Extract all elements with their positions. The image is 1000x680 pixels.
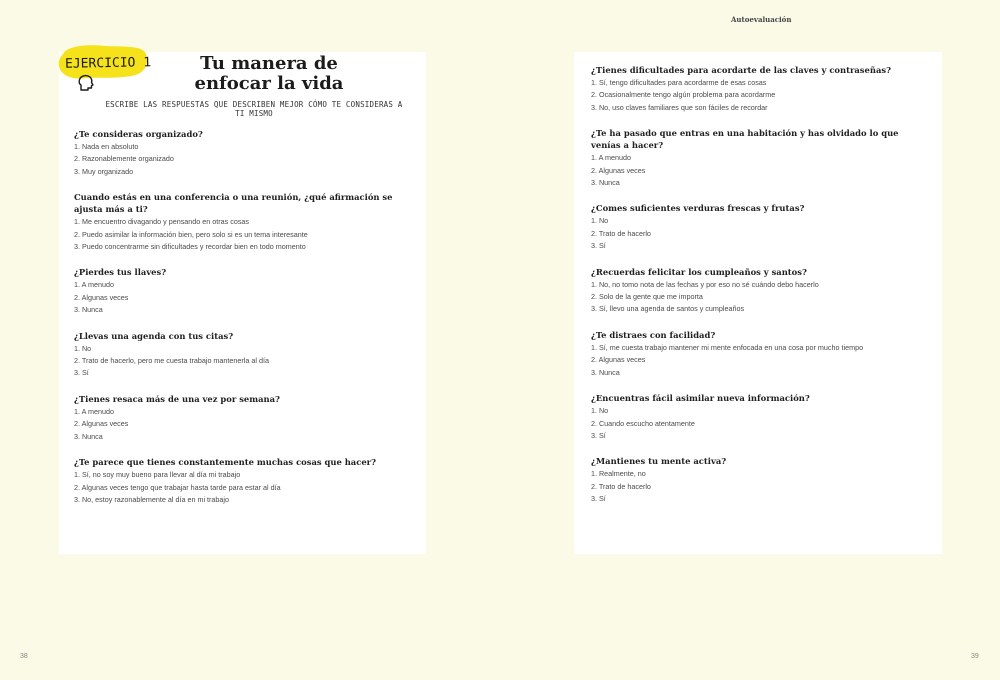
answer-option: 3. Sí — [591, 241, 606, 251]
exercise-instruction: ESCRIBE LAS RESPUESTAS QUE DESCRIBEN MEJOR CÓMO TE CONSIDERAS A TI MISMO — [105, 100, 403, 118]
answer-option: 3. Sí — [591, 494, 606, 504]
answer-option: 1. No — [74, 343, 92, 353]
question-block — [591, 202, 942, 252]
question-block — [591, 266, 942, 316]
answer-option: 1. Sí, tengo dificultades para acordarme de esas cosas — [591, 78, 767, 87]
question-text: ¿Tienes resaca más de una vez por semana? — [74, 393, 280, 404]
right-page-panel — [574, 52, 942, 554]
badge-label: EJERCICIO 1 — [64, 55, 152, 72]
question-text: ¿Tienes dificultades para acordarte de las claves y contraseñas? — [591, 65, 891, 75]
right-question-list — [591, 64, 942, 506]
answer-option: 2. Trato de hacerlo — [591, 228, 651, 238]
answer-option: 2. Algunas veces — [591, 355, 646, 365]
question-text: ¿Mantienes tu mente activa? — [591, 456, 727, 467]
answer-option: 2. Algunas veces — [74, 419, 129, 429]
question-text: Cuando estás en una conferencia o una reunión, ¿qué afirmación se ajusta más a ti? — [74, 192, 393, 215]
question-block — [591, 329, 942, 379]
answer-option: 2. Trato de hacerlo — [591, 481, 651, 491]
answer-option: 3. No, estoy razonablemente al día en mi trabajo — [74, 494, 230, 504]
question-text: ¿Comes suficientes verduras frescas y frutas? — [591, 203, 805, 214]
answer-option: 1. A menudo — [74, 406, 114, 416]
answer-option: 2. Razonablemente organizado — [74, 154, 174, 164]
question-text: ¿Te parece que tienes constantemente muchas cosas que hacer? — [74, 457, 376, 468]
answer-option: 1. Sí, me cuesta trabajo mantener mi mente enfocada en una cosa por mucho tiempo — [591, 342, 864, 352]
answer-option: 3. Sí — [74, 368, 89, 378]
answer-option: 3. Nunca — [74, 431, 103, 441]
page-number-left: 38 — [20, 653, 28, 660]
question-text: ¿Recuerdas felicitar los cumpleaños y santos? — [591, 266, 807, 277]
title-line-2: enfocar la vida — [194, 73, 344, 94]
answer-option: 2. Cuando escucho atentamente — [591, 418, 695, 428]
question-block — [74, 456, 426, 506]
answer-option: 1. No — [591, 406, 609, 416]
running-header: Autoevaluación — [731, 15, 792, 24]
question-block — [591, 392, 942, 442]
exercise-badge — [57, 44, 152, 84]
question-text: ¿Encuentras fácil asimilar nueva información? — [591, 393, 810, 404]
answer-option: 3. No, uso claves familiares que son fáciles de recordar — [591, 102, 768, 112]
answer-option: 2. Algunas veces — [74, 292, 129, 302]
question-text: ¿Llevas una agenda con tus citas? — [74, 330, 234, 341]
answer-option: 3. Sí, llevo una agenda de santos y cumpleaños — [591, 304, 745, 314]
question-block — [74, 393, 426, 443]
question-text: ¿Te consideras organizado? — [74, 129, 203, 139]
answer-option: 3. Muy organizado — [74, 166, 134, 176]
exercise-title — [189, 54, 349, 94]
question-block — [74, 191, 426, 253]
answer-option: 2. Algunas veces tengo que trabajar hasta tarde para estar al día — [74, 482, 281, 492]
left-question-list — [74, 128, 426, 506]
question-block — [591, 64, 942, 114]
title-line-1: Tu manera de — [200, 53, 338, 74]
question-block — [74, 266, 426, 316]
question-text: ¿Pierdes tus llaves? — [74, 267, 167, 278]
question-text: ¿Te ha pasado que entras en una habitación y has olvidado lo que venías a hacer? — [591, 128, 899, 151]
answer-option: 3. Sí — [591, 430, 606, 440]
answer-option: 1. Nada en absoluto — [74, 142, 139, 151]
answer-option: 3. Nunca — [74, 305, 103, 315]
question-block — [74, 330, 426, 380]
left-page-panel — [59, 52, 426, 554]
answer-option: 2. Puedo asimilar la información bien, pero solo si es un tema interesante — [74, 229, 308, 239]
question-text: ¿Te distraes con facilidad? — [591, 329, 716, 340]
answer-option: 1. A menudo — [591, 153, 631, 163]
answer-option: 1. No — [591, 216, 609, 226]
question-block — [591, 127, 942, 189]
answer-option: 2. Trato de hacerlo, pero me cuesta trabajo mantenerla al día — [74, 356, 269, 366]
answer-option: 2. Solo de la gente que me importa — [591, 292, 703, 302]
answer-option: 3. Nunca — [591, 178, 620, 188]
answer-option: 1. Realmente, no — [591, 469, 646, 479]
question-block — [74, 128, 426, 178]
head-icon — [77, 74, 95, 92]
page-number-right: 39 — [971, 653, 979, 660]
answer-option: 3. Nunca — [591, 367, 620, 377]
answer-option: 2. Ocasionalmente tengo algún problema para acordarme — [591, 90, 776, 100]
answer-option: 1. Me encuentro divagando y pensando en otras cosas — [74, 217, 250, 227]
answer-option: 3. Puedo concentrarme sin dificultades y recordar bien en todo momento — [74, 242, 306, 252]
answer-option: 1. No, no tomo nota de las fechas y por eso no sé cuándo debo hacerlo — [591, 279, 819, 289]
answer-option: 1. A menudo — [74, 280, 114, 290]
answer-option: 2. Algunas veces — [591, 165, 646, 175]
question-block — [591, 455, 942, 505]
answer-option: 1. Sí, no soy muy bueno para llevar al día mi trabajo — [74, 470, 241, 480]
